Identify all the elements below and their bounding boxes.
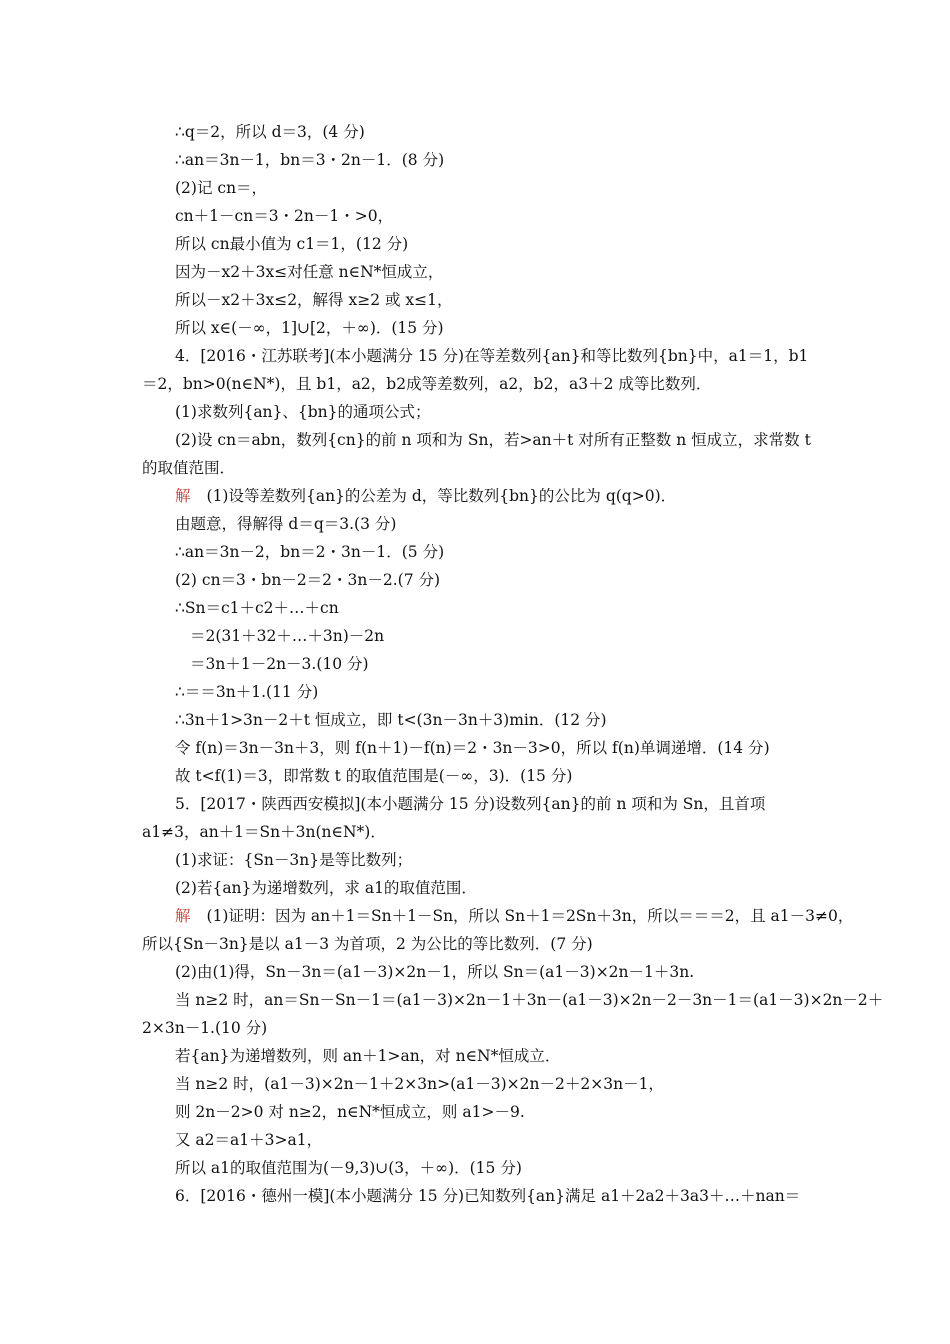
solution-label: 解 bbox=[175, 907, 191, 925]
solution-line bbox=[175, 905, 853, 927]
solution-label: 解 bbox=[175, 487, 191, 505]
text-line: 所以－x2＋3x≤2，解得 x≥2 或 x≤1， bbox=[175, 291, 453, 309]
text-line: ∴＝＝3n＋1.(11 分) bbox=[175, 683, 319, 701]
text-line: (1)证明：因为 an＋1＝Sn＋1－Sn，所以 Sn＋1＝2Sn＋3n，所以＝＝＝2，且 a1－3≠0， bbox=[206, 907, 854, 925]
text-line: ＝2(31＋32＋…＋3n)－2n bbox=[190, 627, 385, 645]
text-line: a1≠3，an＋1＝Sn＋3n(n∈N*)． bbox=[142, 823, 386, 841]
text-line: 若{an}为递增数列，则 an＋1>an，对 n∈N*恒成立． bbox=[175, 1047, 561, 1065]
problem-5-heading: 5．[2017・陕西西安模拟](本小题满分 15 分)设数列{an}的前 n 项和为 Sn，且首项 bbox=[175, 795, 766, 813]
text-line: ＝2，bn>0(n∈N*)，且 b1，a2，b2成等差数列，a2，b2，a3＋2 成等比数列． bbox=[142, 375, 712, 393]
text-line: 所以 a1的取值范围为(－9,3)∪(3，＋∞)．(15 分) bbox=[175, 1159, 522, 1177]
text-line: (2)由(1)得，Sn－3n＝(a1－3)×2n－1，所以 Sn＝(a1－3)×2n－1＋3n. bbox=[175, 963, 695, 981]
problem-4-heading: 4．[2016・江苏联考](本小题满分 15 分)在等差数列{an}和等比数列{bn}中，a1＝1，b1 bbox=[175, 347, 809, 365]
problem-6-heading: 6．[2016・德州一模](本小题满分 15 分)已知数列{an}满足 a1＋2a2＋3a3＋…＋nan＝ bbox=[175, 1187, 801, 1205]
text-line: 又 a2＝a1＋3>a1， bbox=[175, 1131, 323, 1149]
text-line: (2)记 cn＝， bbox=[175, 179, 268, 197]
text-line: ∴3n＋1>3n－2＋t 恒成立，即 t<(3n－3n＋3)min．(12 分) bbox=[175, 711, 607, 729]
text-line: 所以{Sn－3n}是以 a1－3 为首项，2 为公比的等比数列．(7 分) bbox=[142, 935, 593, 953]
text-line: 令 f(n)＝3n－3n＋3，则 f(n＋1)－f(n)＝2・3n－3>0，所以 f(n)单调递增．(14 分) bbox=[175, 739, 770, 757]
text-line: (1)设等差数列{an}的公差为 d，等比数列{bn}的公比为 q(q>0)． bbox=[206, 487, 677, 505]
text-line: (1)求数列{an}、{bn}的通项公式； bbox=[175, 403, 431, 421]
text-line: (1)求证：{Sn－3n}是等比数列； bbox=[175, 851, 413, 869]
text-line: ∴an＝3n－2，bn＝2・3n－1．(5 分) bbox=[175, 543, 445, 561]
text-line: (2) cn＝3・bn－2＝2・3n－2.(7 分) bbox=[175, 571, 441, 589]
text-line: (2)设 cn＝abn，数列{cn}的前 n 项和为 Sn，若>an＋t 对所有正整数 n 恒成立，求常数 t bbox=[175, 431, 811, 449]
text-line: 因为－x2＋3x≤对任意 n∈N*恒成立， bbox=[175, 263, 444, 281]
text-line: ∴q＝2，所以 d＝3，(4 分) bbox=[175, 123, 365, 141]
text-line: 所以 x∈(－∞，1]∪[2，＋∞)．(15 分) bbox=[175, 319, 444, 337]
text-line: ＝3n＋1－2n－3.(10 分) bbox=[190, 655, 369, 673]
text-line: 2×3n－1.(10 分) bbox=[142, 1019, 268, 1037]
solution-line bbox=[175, 485, 676, 507]
text-line: 的取值范围． bbox=[142, 459, 236, 477]
text-line: 由题意，得解得 d＝q＝3.(3 分) bbox=[175, 515, 397, 533]
text-line: 故 t<f(1)＝3，即常数 t 的取值范围是(－∞，3)．(15 分) bbox=[175, 767, 573, 785]
text-line: 所以 cn最小值为 c1＝1，(12 分) bbox=[175, 235, 409, 253]
text-line: 当 n≥2 时，(a1－3)×2n－1＋2×3n>(a1－3)×2n－2＋2×3n－1， bbox=[175, 1075, 664, 1093]
text-line: ∴Sn＝c1＋c2＋…＋cn bbox=[175, 599, 339, 617]
text-line: cn＋1－cn＝3・2n－1・>0， bbox=[175, 207, 394, 225]
text-line: 当 n≥2 时，an＝Sn－Sn－1＝(a1－3)×2n－1＋3n－(a1－3)×2n－2－3n－1＝(a1－3)×2n－2＋ bbox=[175, 991, 884, 1009]
text-line: (2)若{an}为递增数列，求 a1的取值范围． bbox=[175, 879, 477, 897]
text-line: 则 2n－2>0 对 n≥2，n∈N*恒成立，则 a1>－9. bbox=[175, 1103, 525, 1121]
text-line: ∴an＝3n－1，bn＝3・2n－1．(8 分) bbox=[175, 151, 445, 169]
